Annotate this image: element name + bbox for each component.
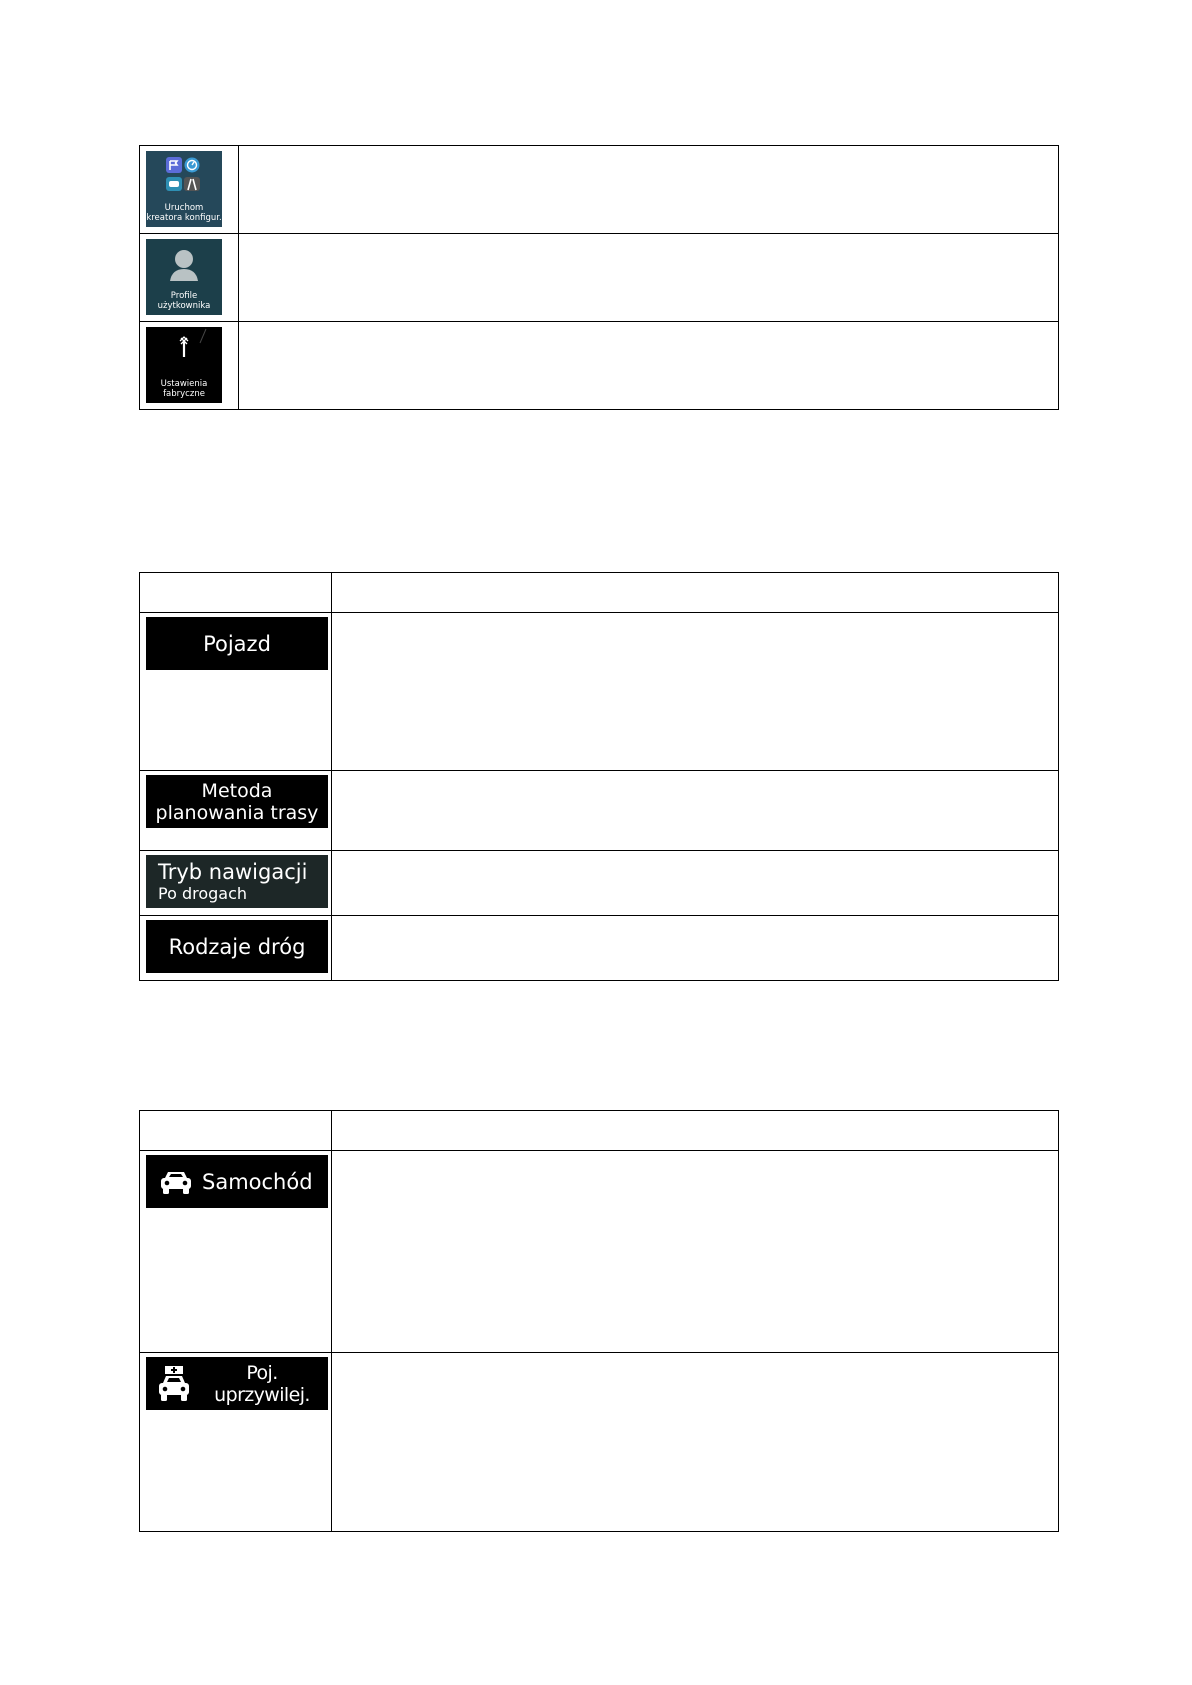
settings-icons-table bbox=[139, 145, 1059, 410]
button-cell bbox=[140, 916, 332, 981]
factory-reset-icon bbox=[146, 327, 222, 377]
tile-caption: Ustawienia fabryczne bbox=[160, 379, 208, 399]
header-cell bbox=[332, 573, 1059, 613]
button-cell bbox=[140, 851, 332, 916]
description-cell bbox=[332, 613, 1059, 771]
factory-settings-tile[interactable] bbox=[146, 327, 222, 403]
tile-caption: Uruchom kreatora konfigur. bbox=[146, 203, 222, 223]
navigation-mode-title: Tryb nawigacji bbox=[158, 860, 308, 884]
settings-wizard-icon bbox=[146, 151, 222, 201]
road-types-button[interactable]: Rodzaje dróg bbox=[146, 920, 328, 973]
header-cell bbox=[332, 1111, 1059, 1151]
user-profile-icon bbox=[146, 239, 222, 289]
tile-caption: Profile użytkownika bbox=[157, 291, 211, 311]
navigation-mode-value: Po drogach bbox=[158, 884, 248, 903]
description-cell bbox=[239, 322, 1059, 410]
description-cell bbox=[332, 851, 1059, 916]
configuration-wizard-tile[interactable] bbox=[146, 151, 222, 227]
button-cell bbox=[140, 613, 332, 771]
vehicle-button[interactable]: Pojazd bbox=[146, 617, 328, 670]
car-button[interactable] bbox=[146, 1155, 328, 1208]
button-cell bbox=[140, 1353, 332, 1532]
description-cell bbox=[332, 771, 1059, 851]
description-cell bbox=[332, 1353, 1059, 1532]
user-profiles-tile[interactable] bbox=[146, 239, 222, 315]
button-cell bbox=[140, 771, 332, 851]
button-cell bbox=[140, 1151, 332, 1353]
header-cell bbox=[140, 573, 332, 613]
emergency-vehicle-icon bbox=[156, 1364, 192, 1404]
route-planning-method-button[interactable]: Metoda planowania trasy bbox=[146, 775, 328, 828]
emergency-vehicle-button[interactable] bbox=[146, 1357, 328, 1410]
description-cell bbox=[239, 234, 1059, 322]
car-icon bbox=[158, 1168, 194, 1196]
vehicle-types-table bbox=[139, 1110, 1059, 1532]
icon-cell bbox=[140, 234, 239, 322]
icon-cell bbox=[140, 322, 239, 410]
description-cell bbox=[332, 1151, 1059, 1353]
car-label: Samochód bbox=[202, 1169, 313, 1194]
description-cell bbox=[239, 146, 1059, 234]
header-cell bbox=[140, 1111, 332, 1151]
route-settings-table bbox=[139, 572, 1059, 981]
icon-cell bbox=[140, 146, 239, 234]
emergency-vehicle-label: Poj. uprzywilej. bbox=[214, 1361, 310, 1406]
description-cell bbox=[332, 916, 1059, 981]
navigation-mode-button[interactable] bbox=[146, 855, 328, 908]
